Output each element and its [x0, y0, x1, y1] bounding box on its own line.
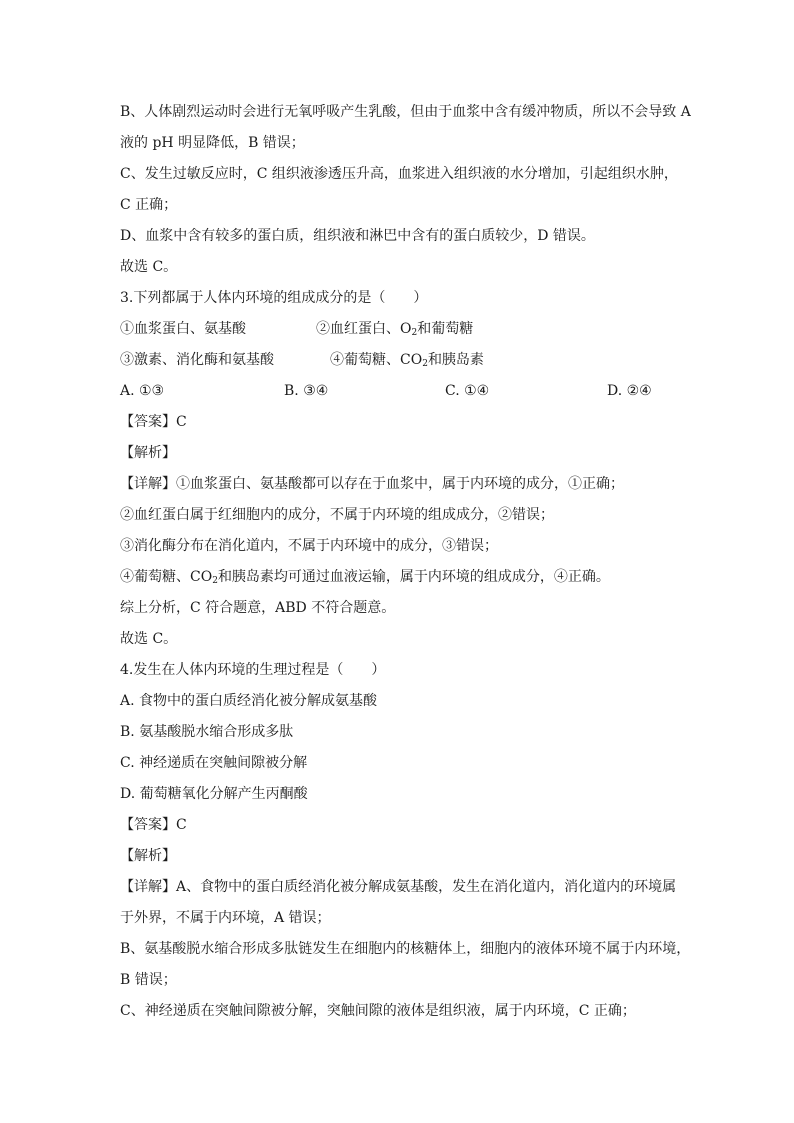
q4-analysis-heading: 【解析】 — [120, 848, 176, 864]
question-4-stem: 4.发生在人体内环境的生理过程是（ ） — [120, 662, 386, 678]
question-3-items-row-1 — [120, 314, 680, 345]
question-3-stem: 3.下列都属于人体内环境的组成成分的是（ ） — [120, 290, 428, 306]
q3-detail-3: ③消化酶分布在消化道内，不属于内环境中的成分，③错误； — [120, 538, 498, 554]
text-line: B、人体剧烈运动时会进行无氧呼吸产生乳酸，但由于血浆中含有缓冲物质，所以不会导致 A — [120, 104, 691, 120]
q4-option-a: A. 食物中的蛋白质经消化被分解成氨基酸 — [120, 693, 378, 709]
q3-answer: 【答案】C — [120, 414, 187, 430]
q4-detail-3: B、氨基酸脱水缩合形成多肽链发生在细胞内的核糖体上，细胞内的液体环境不属于内环境， — [120, 941, 691, 957]
q3-option-b: B. ③④ — [284, 383, 329, 399]
q4-detail-4: B 错误； — [120, 972, 177, 988]
question-3-items-row-2 — [120, 345, 680, 376]
q4-option-d: D. 葡萄糖氧化分解产生丙酮酸 — [120, 786, 308, 802]
q4-detail-2: 于外界，不属于内环境，A 错误； — [120, 910, 331, 926]
q3-option-d: D. ②④ — [607, 383, 652, 399]
q3-detail-4: ④葡萄糖、$CO_2$和胰岛素均可通过血液运输，属于内环境的组成成分，④正确。 — [120, 569, 610, 586]
q3-detail-1: 【详解】①血浆蛋白、氨基酸都可以存在于血浆中，属于内环境的成分，①正确； — [120, 476, 624, 492]
q4-option-c: C. 神经递质在突触间隙被分解 — [120, 755, 308, 771]
q3-summary: 综上分析，C 符合题意，ABD 不符合题意。 — [120, 600, 396, 616]
question-3-options — [120, 376, 680, 407]
text-line: C、发生过敏反应时，C 组织液渗透压升高，血浆进入组织液的水分增加，引起组织水肿， — [120, 166, 678, 182]
q4-detail-1: 【详解】A、食物中的蛋白质经消化被分解成氨基酸，发生在消化道内，消化道内的环境属 — [120, 879, 677, 895]
q3-item-4: ④葡萄糖、$CO_2$和胰岛素 — [330, 352, 484, 369]
text-line: 故选 C。 — [120, 259, 178, 275]
q3-option-a: A. ①③ — [120, 383, 165, 399]
q3-detail-2: ②血红蛋白属于红细胞内的成分，不属于内环境的组成成分，②错误； — [120, 507, 554, 523]
text-line: 液的 pH 明显降低，B 错误； — [120, 135, 305, 151]
q3-option-c: C. ①④ — [445, 383, 490, 399]
q3-item-2: ②血红蛋白、$O_2$和葡萄糖 — [316, 321, 474, 338]
document-page — [120, 97, 691, 1027]
q3-choice: 故选 C。 — [120, 631, 178, 647]
text-line: D、血浆中含有较多的蛋白质，组织液和淋巴中含有的蛋白质较少，D 错误。 — [120, 228, 595, 244]
q3-item-1: ①血浆蛋白、氨基酸 — [120, 321, 246, 337]
text-line: C 正确； — [120, 197, 178, 213]
q4-option-b: B. 氨基酸脱水缩合形成多肽 — [120, 724, 294, 740]
q3-item-3: ③激素、消化酶和氨基酸 — [120, 352, 274, 368]
q4-answer: 【答案】C — [120, 817, 187, 833]
q3-analysis-heading: 【解析】 — [120, 445, 176, 461]
q4-detail-5: C、神经递质在突触间隙被分解，突触间隙的液体是组织液，属于内环境，C 正确； — [120, 1003, 636, 1019]
